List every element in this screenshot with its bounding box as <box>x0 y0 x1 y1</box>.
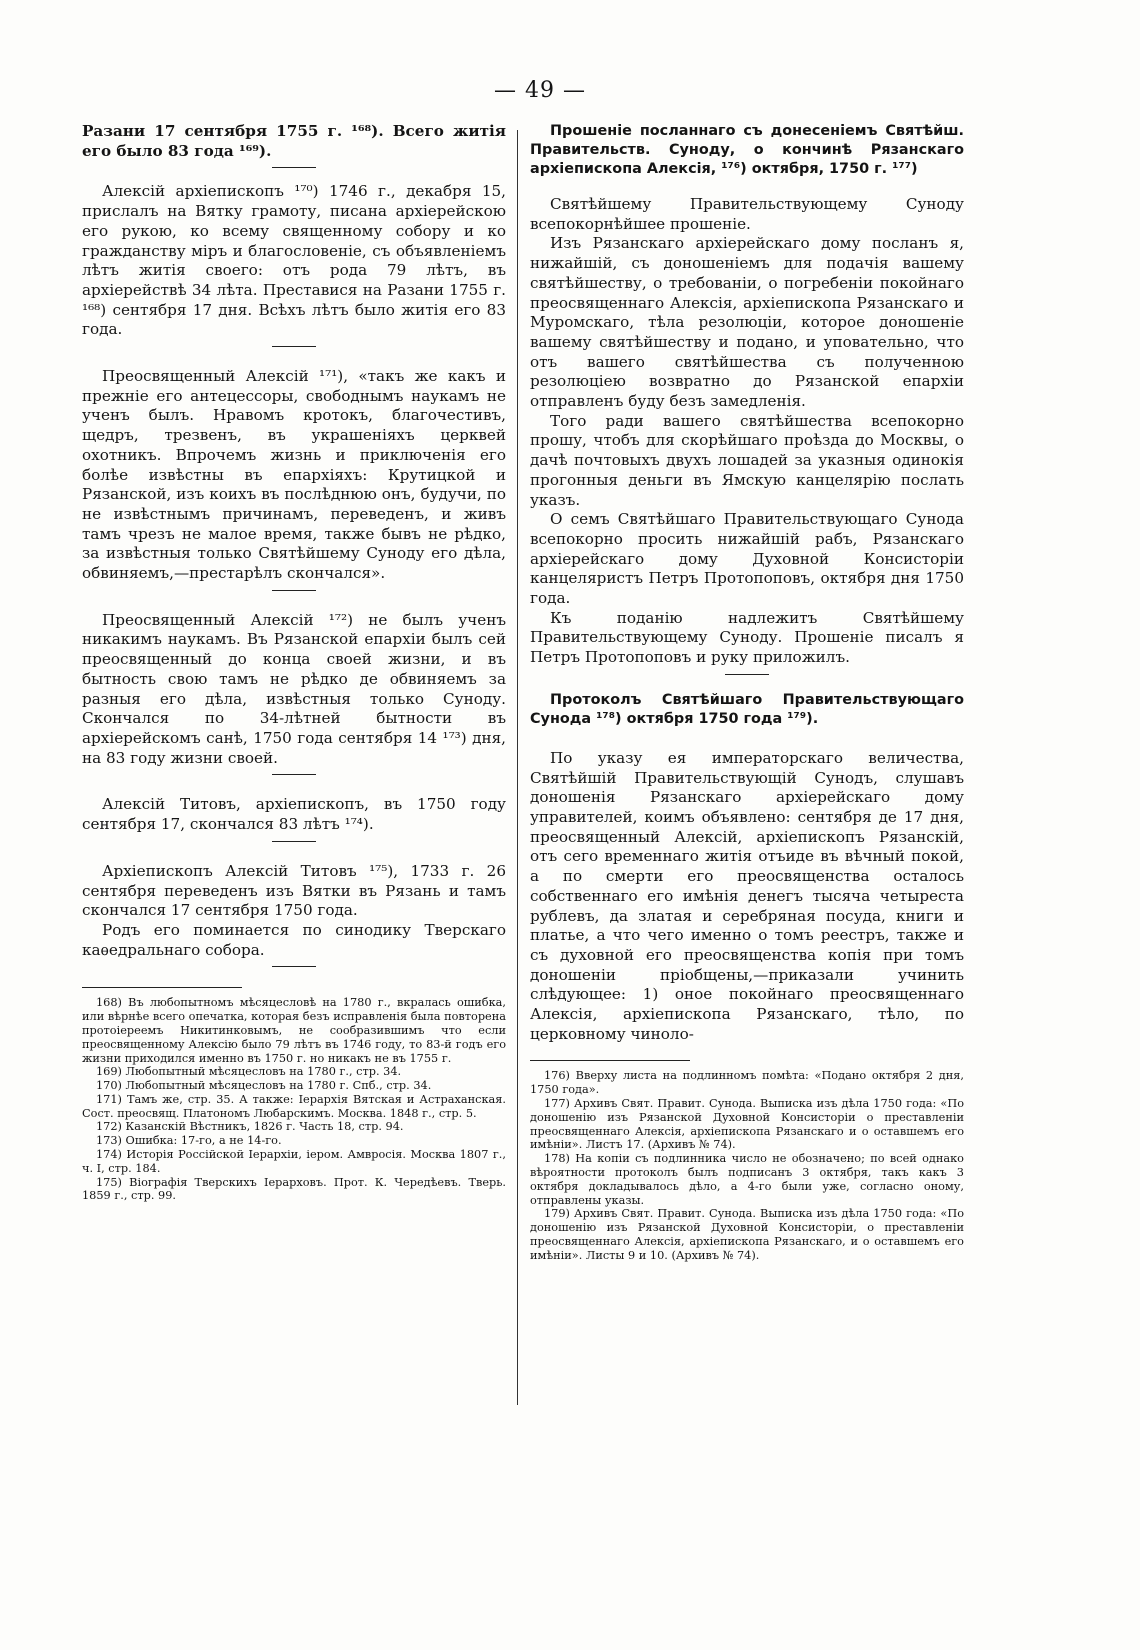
left-paragraph-7: Родъ его поминается по синодику Тверскаго каѳедральнаго собора. <box>82 920 506 959</box>
section-heading-protocol: Протоколъ Святѣйшаго Правительствующаго Сунода ¹⁷⁸) октября 1750 года ¹⁷⁹). <box>530 691 964 727</box>
section-separator <box>272 841 316 842</box>
section-heading-petition: Прошеніе посланнаго съ донесеніемъ Святѣйш. Правительств. Суноду, о кончинѣ Рязанскаго архіепископа Алексія, ¹⁷⁶) октября, 1750 г. ¹⁷⁷) <box>530 123 964 177</box>
footnote: 178) На копіи съ подлинника число не обозначено; по всей однако вѣроятности протоколъ былъ подписанъ 3 октября, такъ какъ 3 октября докладывалось дѣло, а 4-го были уже, согласно оному, отправлены указы. <box>530 1152 964 1207</box>
footnote: 175) Віографія Тверскихъ Іерарховъ. Прот. К. Чередѣевъ. Тверь. 1859 г., стр. 99. <box>82 1175 506 1203</box>
section-separator <box>272 346 316 347</box>
left-paragraph-1: Разани 17 сентября 1755 г. ¹⁶⁸). Всего житія его было 83 года ¹⁶⁹). <box>82 122 506 160</box>
footnote: 176) Вверху листа на подлинномъ помѣта: «Подано октября 2 дня, 1750 года». <box>530 1069 964 1097</box>
footnote: 171) Тамъ же, стр. 35. А также: Іерархія Вятская и Астраханская. Сост. преосвящ. Платономъ Любарскимъ. Москва. 1848 г., стр. 5. <box>82 1092 506 1120</box>
left-paragraph-3: Преосвященный Алексій ¹⁷¹), «такъ же какъ и прежніе его антецессоры, свободнымъ наукамъ не ученъ былъ. Нравомъ кротокъ, благочестивъ, щедръ, трезвенъ, въ украшеніяхъ церквей охотникъ. Впрочемъ жизнь и приключенія его болѣе извѣстны въ епархіяхъ: Крутицкой и Рязанской, изъ коихъ въ послѣднюю онъ, будучи, по не извѣстнымъ причинамъ, переведенъ, и живъ тамъ чрезъ не малое время, также бывъ не рѣдко, за извѣстныя только Святѣйшему Суноду его дѣла, обвиняемъ,—престарѣлъ скончался». <box>82 367 506 583</box>
section-separator <box>272 167 316 168</box>
left-paragraph-5: Алексій Титовъ, архіепископъ, въ 1750 году сентября 17, скончался 83 лѣтъ ¹⁷⁴). <box>82 795 506 834</box>
left-footnotes <box>82 996 506 1203</box>
right-paragraph-1: Святѣйшему Правительствующему Суноду всепокорнѣйшее прошеніе. <box>530 195 964 233</box>
footnote: 177) Архивъ Свят. Правит. Сунода. Выписка изъ дѣла 1750 года: «По доношенію изъ Рязанской Духовной Консисторіи о преставленіи преосвященнаго Алексія, архіепископа Рязанскаго и о оставшемъ его имѣніи». Листъ 17. (Архивъ № 74). <box>530 1097 964 1152</box>
footnote-rule <box>530 1060 690 1061</box>
right-paragraph-5: Къ поданію надлежитъ Святѣйшему Правительствующему Суноду. Прошеніе писалъ я Петръ Протопоповъ и руку приложилъ. <box>530 608 964 667</box>
right-footnotes <box>530 1069 964 1262</box>
column-divider <box>517 130 518 1405</box>
right-paragraph-6: По указу ея императорскаго величества, Святѣйшій Правительствующій Сунодъ, слушавъ доношенія Рязанскаго архіерейскаго дому управителей, коимъ объявлено: сентября де 17 дня, преосвященный Алексій, архіепископъ Рязанскій, отъ сего временнаго житія отъиде въ вѣчный покой, а по смерти его преосвященства осталось собственнаго его имѣнія денегъ тысяча четыреста рублевъ, да златая и серебряная посуда, книги и платье, а что чего именно о томъ реестръ, также и съ духовной его преосвященства копія при томъ доношеніи пріобщены,—приказали учинить слѣдующее: 1) оное покойнаго преосвященнаго Алексія, архіепископа Рязанскаго, тѣло, по церковному чиноло- <box>530 748 964 1043</box>
footnote-rule <box>82 987 242 988</box>
left-paragraph-4: Преосвященный Алексій ¹⁷²) не былъ ученъ никакимъ наукамъ. Въ Рязанской епархіи былъ сей преосвященный до конца своей жизни, и въ бытность свою тамъ не рѣдко де обвиняемъ за разныя его дѣла, извѣстныя только Суноду. Скончался по 34-лѣтней бытности въ архіерейскомъ санѣ, 1750 года сентября 14 ¹⁷³) дня, на 83 году жизни своей. <box>82 610 506 767</box>
right-column <box>530 122 964 1263</box>
footnote: 174) Исторія Россійской Іерархіи, іером. Амвросія. Москва 1807 г., ч. I, стр. 184. <box>82 1148 506 1175</box>
footnote: 169) Любопытный мѣсяцесловъ на 1780 г., стр. 34. <box>96 1065 402 1079</box>
footnote: 172) Казанскій Вѣстникъ, 1826 г. Часть 18, стр. 94. <box>96 1120 404 1134</box>
footnote: 168) Въ любопытномъ мѣсяцесловѣ на 1780 г., вкралась ошибка, или вѣрнѣе всего опечатка, которая безъ исправленія была повторена протоіереемъ Никитинковымъ, не сообразившимъ что если преосвященному Алексію было 79 лѣтъ въ 1746 году, то 83-й годъ его жизни приходился именно въ 1750 г. но никакъ не въ 1755 г. <box>82 996 506 1065</box>
right-paragraph-4: О семъ Святѣйшаго Правительствующаго Сунода всепокорно просить нижайшій рабъ, Рязанскаго архіерейскаго дому Духовной Консисторіи канцеляристъ Петръ Протопоповъ, октября дня 1750 года. <box>530 510 964 608</box>
section-separator <box>272 966 316 967</box>
footnote: 173) Ошибка: 17-го, а не 14-го. <box>96 1134 282 1148</box>
section-separator <box>725 674 769 675</box>
footnote: 179) Архивъ Свят. Правит. Сунода. Выписка изъ дѣла 1750 года: «По доношенію изъ Рязанской Духовной Консисторіи, о преставленіи преосвященнаго Алексія, архіепископа Рязанскаго, и о оставшемъ его имѣніи». Листы 9 и 10. (Архивъ № 74). <box>530 1207 964 1262</box>
left-paragraph-2: Алексій архіепископъ ¹⁷⁰) 1746 г., декабря 15, прислалъ на Вятку грамоту, писана архіерейскою его рукою, ко всему священному собору и ко гражданству міръ и благословеніе, съ объявленіемъ лѣтъ житія своего: отъ рода 79 лѣтъ, въ архіерействѣ 34 лѣта. Преставися на Разани 1755 г. ¹⁶⁸) сентября 17 дня. Всѣхъ лѣтъ было житія его 83 года. <box>82 182 506 339</box>
left-paragraph-6: Архіепископъ Алексій Титовъ ¹⁷⁵), 1733 г. 26 сентября переведенъ изъ Вятки въ Рязань и тамъ скончался 17 сентября 1750 года. <box>82 861 506 920</box>
section-separator <box>272 774 316 775</box>
left-column <box>82 122 506 1203</box>
right-paragraph-3: Того ради вашего святѣйшества всепокорно прошу, чтобъ для скорѣйшаго проѣзда до Москвы, о дачѣ почтовыхъ двухъ лошадей за указныя одинокія прогонныя деньги въ Ямскую канцелярію послать указъ. <box>530 411 964 509</box>
right-paragraph-2: Изъ Рязанскаго архіерейскаго дому посланъ я, нижайшій, съ доношеніемъ для подачія вашему святѣйшеству, о требованіи, о погребеніи покойнаго преосвященнаго Алексія, архіепископа Рязанскаго и Муромскаго, тѣла резолюціи, которое доношеніе вашему святѣйшеству и подано, и уповательно, что отъ вашего святѣйшества съ полученною резолюціею возвратно до Рязанской епархіи отправленъ буду безъ замедленія. <box>530 234 964 411</box>
section-separator <box>272 590 316 591</box>
page-number: — 49 — <box>494 78 586 103</box>
footnote: 170) Любопытный мѣсяцесловъ на 1780 г. Спб., стр. 34. <box>96 1079 432 1093</box>
